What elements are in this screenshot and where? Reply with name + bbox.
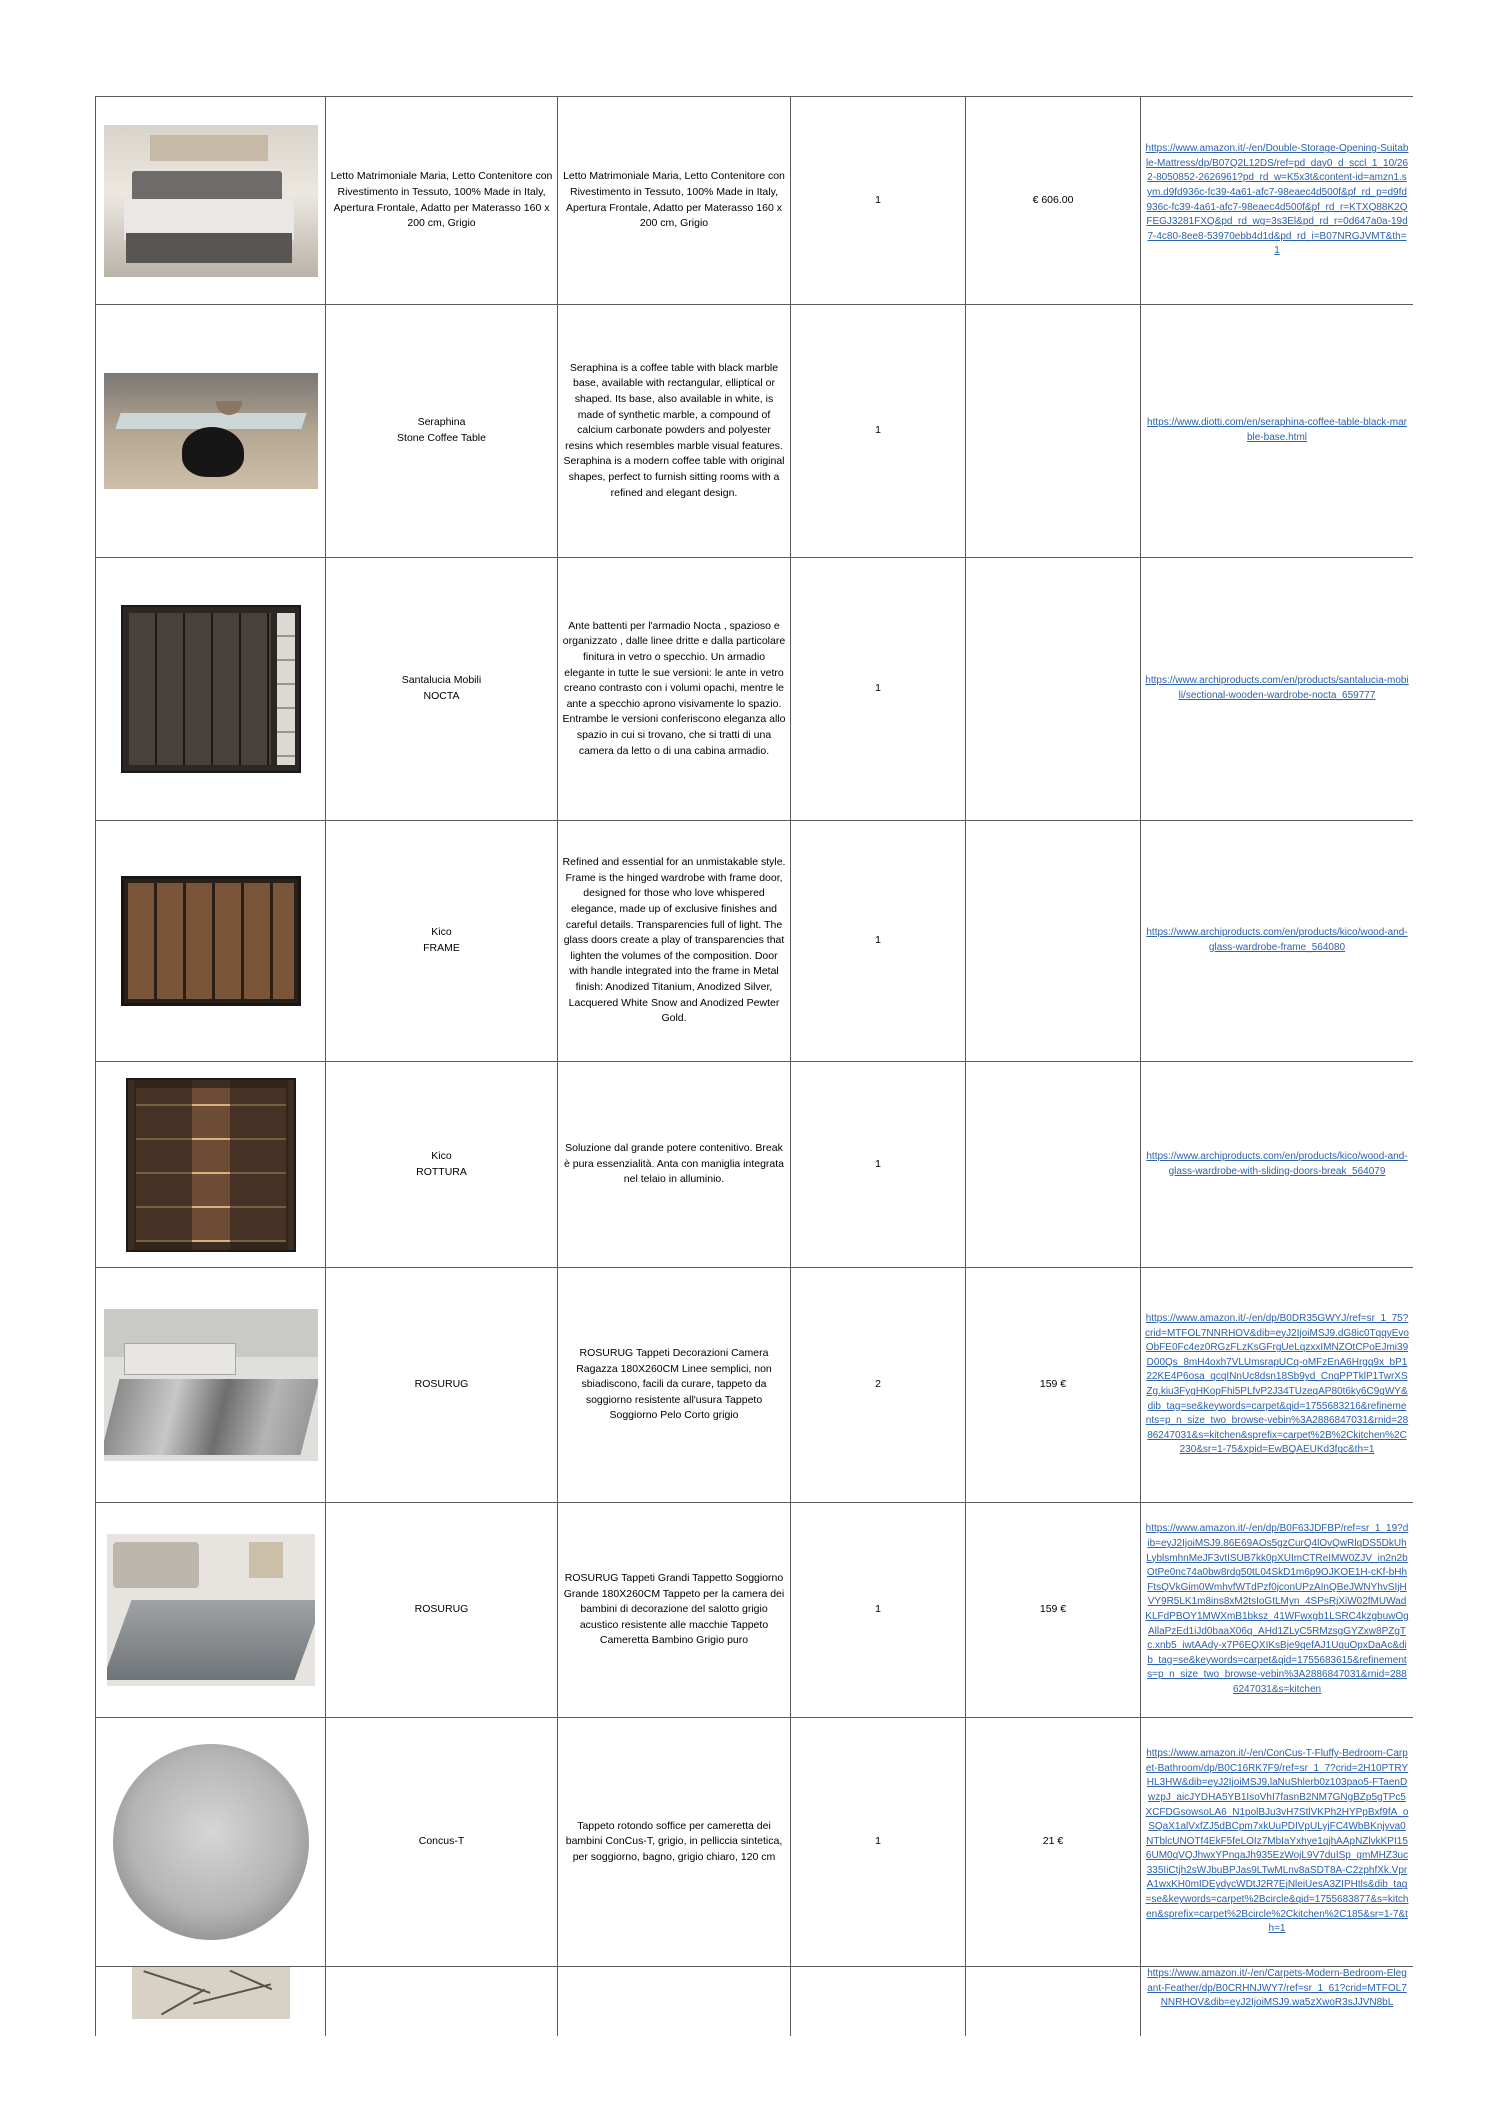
product-name: Concus-T xyxy=(326,1718,558,1967)
table-row xyxy=(96,1503,1414,1718)
product-description xyxy=(558,1967,791,2037)
product-description: Seraphina is a coffee table with black marble base, available with rectangular, elliptical or shaped. Its base, also available in white, is made of synthetic marble, a compound of calcium carbonate powders and polyester resins which resembles marble visual features. Seraphina is a modern coffee table with original shapes, perfect to furnish sitting rooms with a refined and elegant design. xyxy=(558,305,791,558)
product-name: Santalucia Mobili NOCTA xyxy=(326,558,558,821)
product-image-cell xyxy=(96,1718,326,1967)
link-cell xyxy=(1141,1503,1414,1718)
product-link[interactable]: https://www.amazon.it/-/en/ConCus-T-Fluffy-Bedroom-Carpet-Bathroom/dp/B0C16RK7F9/ref=sr_1_7?crid=2H10PTRYHL3HW&dib=eyJ2IjoiMSJ9.laNuShlerb0z103pao5-FTaenDwzpJ_aicJYDHA5YB1IsoVhI7fasnB2NM7GNgBZp5gTPc5XCFDGsowsoLA6_N1polBJu3vH7StlVKPh2HYPpBxf9fA_oSQaX1alVxfZJ5dBCpm7xkUuPDIVpULyjFC4WbBKnjyva0NTblcUNOTf4EkF5feLOIz7MbIaYxhye1qjhAApNZlvkKPI156UM0qVQJhwxYPnqaJh935EzWojL9V7duISp_gmMHZ3uc335IiCtjh2sWJbuBPJas9LTwMLnv8aSDT8A-C2zphfXk.VprA1wxKH0mIDEydycWDtJ2R7EjNleiUesA3ZIPHtls&dib_tag=se&keywords=carpet%2Bcircle&qid=1755683877&s=kitchen&sprefix=carpet%2Bcircle%2Ckitchen%2C185&sr=1-7&th=1 xyxy=(1145,1748,1409,1935)
price-cell: 21 € xyxy=(966,1718,1141,1967)
product-name: Kico FRAME xyxy=(326,821,558,1062)
product-image-cell xyxy=(96,558,326,821)
table-row xyxy=(96,558,1414,821)
product-name: ROSURUG xyxy=(326,1503,558,1718)
bed-photo xyxy=(104,125,318,277)
wardrobe-rottura-photo xyxy=(126,1078,296,1252)
price-cell: € 606.00 xyxy=(966,97,1141,305)
product-description: Soluzione dal grande potere contenitivo. Break è pura essenzialità. Anta con maniglia integrata nel telaio in alluminio. xyxy=(558,1062,791,1268)
table-row xyxy=(96,305,1414,558)
link-cell xyxy=(1141,305,1414,558)
product-link[interactable]: https://www.amazon.it/-/en/Double-Storage-Opening-Suitable-Mattress/dp/B07Q2L12DS/ref=pd_day0_d_sccl_1_10/262-8050852-2626961?pd_rd_w=K5x3t&content-id=amzn1.sym.d9fd936c-fc39-4a61-afc7-98eaec4d500f&pf_rd_p=d9fd936c-fc39-4a61-afc7-98eaec4d500f&pf_rd_r=KTXQ88K2QFEGJ3281FXQ&pd_rd_wg=3s3El&pd_rd_r=0d647a0a-19d7-4c80-8ee8-53970ebb4d1d&pd_rd_i=B07NRGJVMT&th=1 xyxy=(1145,143,1409,257)
quantity-cell: 1 xyxy=(791,558,966,821)
rug-grey-photo xyxy=(107,1534,315,1686)
product-description: ROSURUG Tappeti Decorazioni Camera Ragazza 180X260CM Linee semplici, non sbiadiscono, facili da curare, tappeto da soggiorno resistente all'usura Tappeto Soggiorno Pelo Corto grigio xyxy=(558,1268,791,1503)
link-cell xyxy=(1141,1062,1414,1268)
quantity-cell: 2 xyxy=(791,1268,966,1503)
product-name: Kico ROTTURA xyxy=(326,1062,558,1268)
price-cell: 159 € xyxy=(966,1503,1141,1718)
quantity-cell xyxy=(791,1967,966,2037)
product-description: Ante battenti per l'armadio Nocta , spazioso e organizzato , dalle linee dritte e dalla particolare finitura in vetro o specchio. Un armadio elegante in tutte le sue versioni: le ante in vetro creano contrasto con i volumi opachi, mentre le ante a specchio aprono visivamente lo spazio. Entrambe le versioni conferiscono eleganza allo spazio in cui si trovano, che si tratti di una camera da letto o di una cabina armadio. xyxy=(558,558,791,821)
quantity-cell: 1 xyxy=(791,821,966,1062)
product-link[interactable]: https://www.amazon.it/-/en/Carpets-Modern-Bedroom-Elegant-Feather/dp/B0CRHNJWY7/ref=sr_1_61?crid=MTFOL7NNRHOV&dib=eyJ2IjoiMSJ9.wa5zXwoR3sJJVN8bL xyxy=(1147,1968,1407,2009)
branch-rug-photo xyxy=(132,1967,290,2019)
product-image-cell xyxy=(96,1503,326,1718)
rug-living-room-photo xyxy=(104,1309,318,1461)
quantity-cell: 1 xyxy=(791,1718,966,1967)
product-description: Tappeto rotondo soffice per cameretta dei bambini ConCus-T, grigio, in pelliccia sintetica, per soggiorno, bagno, grigio chiaro, 120 cm xyxy=(558,1718,791,1967)
table-row xyxy=(96,1718,1414,1967)
price-cell: 159 € xyxy=(966,1268,1141,1503)
link-cell xyxy=(1141,821,1414,1062)
price-cell xyxy=(966,1967,1141,2037)
product-name: Letto Matrimoniale Maria, Letto Contenitore con Rivestimento in Tessuto, 100% Made in Italy, Apertura Frontale, Adatto per Materasso 160 x 200 cm, Grigio xyxy=(326,97,558,305)
link-cell xyxy=(1141,1967,1414,2037)
link-cell xyxy=(1141,97,1414,305)
quantity-cell: 1 xyxy=(791,1503,966,1718)
price-cell xyxy=(966,1062,1141,1268)
product-image-cell xyxy=(96,1268,326,1503)
link-cell xyxy=(1141,1718,1414,1967)
quantity-cell: 1 xyxy=(791,97,966,305)
quantity-cell: 1 xyxy=(791,1062,966,1268)
product-image-cell xyxy=(96,1967,326,2037)
price-cell xyxy=(966,305,1141,558)
product-description: ROSURUG Tappeti Grandi Tappetto Soggiorno Grande 180X260CM Tappeto per la camera dei bambini di decorazione del salotto grigio acustico resistente alle macchie Tappeto Cameretta Bambino Grigio puro xyxy=(558,1503,791,1718)
product-name: Seraphina Stone Coffee Table xyxy=(326,305,558,558)
price-cell xyxy=(966,821,1141,1062)
table-row xyxy=(96,1062,1414,1268)
table-row xyxy=(96,1268,1414,1503)
product-image-cell xyxy=(96,305,326,558)
product-description: Refined and essential for an unmistakable style. Frame is the hinged wardrobe with frame door, designed for those who love whispered elegance, made up of exclusive finishes and careful details. Transparencies full of light. The glass doors create a play of transparencies that lighten the volumes of the composition. Door with handle integrated into the frame in Metal finish: Anodized Titanium, Anodized Silver, Lacquered White Snow and Anodized Pewter Gold. xyxy=(558,821,791,1062)
product-image-cell xyxy=(96,821,326,1062)
product-link[interactable]: https://www.archiproducts.com/en/products/kico/wood-and-glass-wardrobe-with-sliding-doors-break_564079 xyxy=(1146,1150,1408,1177)
product-table xyxy=(95,96,1413,2036)
wardrobe-frame-photo xyxy=(121,876,301,1006)
link-cell xyxy=(1141,1268,1414,1503)
product-image-cell xyxy=(96,97,326,305)
table-row xyxy=(96,1967,1414,2037)
product-description: Letto Matrimoniale Maria, Letto Contenitore con Rivestimento in Tessuto, 100% Made in Italy, Apertura Frontale, Adatto per Materasso 160 x 200 cm, Grigio xyxy=(558,97,791,305)
product-sheet xyxy=(95,96,1413,2036)
product-image-cell xyxy=(96,1062,326,1268)
table-row xyxy=(96,821,1414,1062)
product-name: ROSURUG xyxy=(326,1268,558,1503)
product-link[interactable]: https://www.amazon.it/-/en/dp/B0F63JDFBP/ref=sr_1_19?dib=eyJ2IjoiMSJ9.86E69AOs5gzCurQ4lOvQwRlqDS5DkUhLyblsmhnMeJF3vtISUB7kk0pXUImCTReIMW0ZJV_in2n2bOtPe0nc74a0bw8rdg50tL04SkD1m6p9OJKOE1H-cKf-bHhFtsQVkGim0WmhvfWTdPzf0jconUPzAInQBeJWNYhvSIjHVY9R5LK1m8ins8xM2tsIoGtLMyn_4SPsRjXiW02fMUWadKLFdPBOY1MWXmB1bksz_41WFwxgb1LSRC4kzgbuwOgAllaPzEd1iJd0baaX06q_AHd1ZLyC5RMzsgGYZxw8PZgTc.xnb5_iwtAAdy-x7P6EQXIKsBje9qefAJ1UquOpxDaAc&dib_tag=se&keywords=carpet&qid=1755683615&refinements=p_n_size_two_browse-vebin%3A2886847031&rnid=2886247031&s=kitchen xyxy=(1145,1523,1409,1695)
product-link[interactable]: https://www.diotti.com/en/seraphina-coffee-table-black-marble-base.html xyxy=(1147,417,1407,443)
link-cell xyxy=(1141,558,1414,821)
product-name xyxy=(326,1967,558,2037)
product-link[interactable]: https://www.amazon.it/-/en/dp/B0DR35GWYJ/ref=sr_1_75?crid=MTFOL7NNRHOV&dib=eyJ2IjoiMSJ9.dG8ic0TqqyEvoObFE0Fc4ez0RGzFLzKsGFrgUeLqzxxIMNZOtCPoEJmi39D00Qs_8mH4oxh7VLUmsrapUCq-oMFzEnA6Hrgq9x_bP122KE4P6osa_qcqINnUc8dsn18Sb9yd_CngPPTklP1TwrXSZg.kiu3FygHKopFhi5PLfvP2J34TUzeqAP80t6ky6C9gWY&dib_tag=se&keywords=carpet&qid=1755683216&refinements=p_n_size_two_browse-vebin%3A2886847031&rnid=2886247031&s=kitchen&sprefix=carpet%2B%2Ckitchen%2C230&sr=1-75&xpid=EwBQAEUKd3fgc&th=1 xyxy=(1145,1313,1409,1456)
round-rug-photo xyxy=(113,1744,309,1940)
product-link[interactable]: https://www.archiproducts.com/en/products/kico/wood-and-glass-wardrobe-frame_564080 xyxy=(1146,927,1408,953)
price-cell xyxy=(966,558,1141,821)
table-row xyxy=(96,97,1414,305)
coffee-table-photo xyxy=(104,373,318,489)
wardrobe-nocta-photo xyxy=(121,605,301,773)
product-link[interactable]: https://www.archiproducts.com/en/products/santalucia-mobili/sectional-wooden-wardrobe-nocta_659777 xyxy=(1145,675,1409,701)
quantity-cell: 1 xyxy=(791,305,966,558)
